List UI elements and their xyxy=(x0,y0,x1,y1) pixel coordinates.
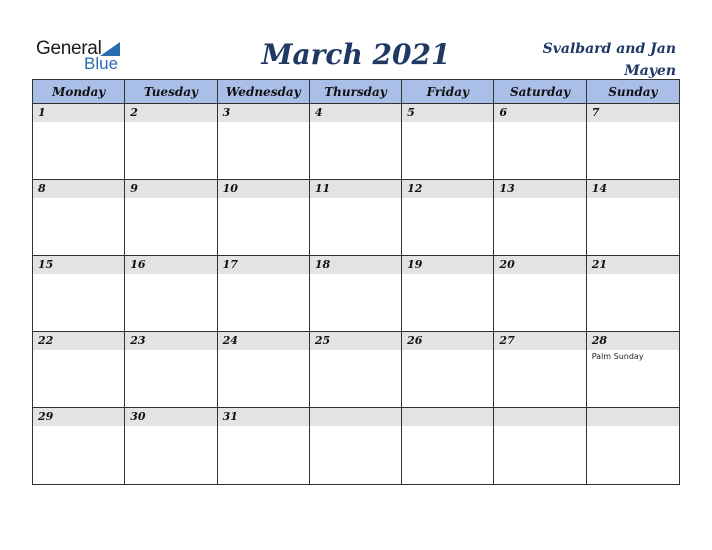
logo-text-blue: Blue xyxy=(84,54,119,73)
day-cell[interactable] xyxy=(125,408,217,484)
weekday-header: Sunday xyxy=(587,80,679,104)
day-number: 17 xyxy=(218,256,309,274)
day-number: 15 xyxy=(33,256,124,274)
day-number: 19 xyxy=(402,256,493,274)
day-number: 23 xyxy=(125,332,216,350)
day-cell[interactable] xyxy=(218,408,310,484)
day-cell[interactable] xyxy=(494,256,586,332)
day-number: 5 xyxy=(402,104,493,122)
day-number: 30 xyxy=(125,408,216,426)
day-cell[interactable] xyxy=(33,256,125,332)
day-number: 12 xyxy=(402,180,493,198)
day-cell[interactable] xyxy=(587,104,679,180)
day-cell[interactable] xyxy=(310,408,402,484)
day-number: 9 xyxy=(125,180,216,198)
holiday-label: Palm Sunday xyxy=(591,352,644,361)
day-cell[interactable] xyxy=(33,104,125,180)
day-cell[interactable] xyxy=(125,332,217,408)
day-number: 27 xyxy=(494,332,585,350)
day-cell[interactable] xyxy=(310,256,402,332)
day-cell[interactable] xyxy=(587,332,679,408)
weekday-header: Monday xyxy=(33,80,125,104)
day-number: 22 xyxy=(33,332,124,350)
day-cell[interactable] xyxy=(33,180,125,256)
day-number: 11 xyxy=(310,180,401,198)
day-number: 16 xyxy=(125,256,216,274)
day-number xyxy=(587,408,679,426)
day-cell[interactable] xyxy=(402,180,494,256)
day-number: 14 xyxy=(587,180,679,198)
day-number: 18 xyxy=(310,256,401,274)
day-number: 26 xyxy=(402,332,493,350)
weekday-header: Tuesday xyxy=(125,80,217,104)
day-cell[interactable] xyxy=(218,180,310,256)
day-number: 4 xyxy=(310,104,401,122)
day-cell[interactable] xyxy=(402,104,494,180)
day-number: 2 xyxy=(125,104,216,122)
day-cell[interactable] xyxy=(33,408,125,484)
day-cell[interactable] xyxy=(218,104,310,180)
day-number: 24 xyxy=(218,332,309,350)
logo-text-general: General xyxy=(36,38,102,59)
day-cell[interactable] xyxy=(218,332,310,408)
day-number xyxy=(402,408,493,426)
day-number: 25 xyxy=(310,332,401,350)
day-number: 29 xyxy=(33,408,124,426)
day-cell[interactable] xyxy=(310,104,402,180)
day-cell[interactable] xyxy=(494,408,586,484)
day-number: 7 xyxy=(587,104,679,122)
day-number: 8 xyxy=(33,180,124,198)
day-number: 21 xyxy=(587,256,679,274)
day-cell[interactable] xyxy=(310,332,402,408)
weekday-header: Thursday xyxy=(310,80,402,104)
day-cell[interactable] xyxy=(310,180,402,256)
day-cell[interactable] xyxy=(33,332,125,408)
region-label: Svalbard and Jan Mayen xyxy=(542,41,676,79)
day-number: 20 xyxy=(494,256,585,274)
day-cell[interactable] xyxy=(402,408,494,484)
day-number: 1 xyxy=(33,104,124,122)
day-number: 6 xyxy=(494,104,585,122)
day-cell[interactable] xyxy=(402,332,494,408)
day-number: 28 xyxy=(587,332,679,350)
day-cell[interactable] xyxy=(218,256,310,332)
calendar-grid xyxy=(32,79,680,485)
weekday-header: Friday xyxy=(402,80,494,104)
day-number: 31 xyxy=(218,408,309,426)
day-number xyxy=(494,408,585,426)
day-number: 3 xyxy=(218,104,309,122)
day-cell[interactable] xyxy=(125,256,217,332)
day-cell[interactable] xyxy=(125,180,217,256)
day-cell[interactable] xyxy=(587,408,679,484)
day-number: 10 xyxy=(218,180,309,198)
day-number: 13 xyxy=(494,180,585,198)
weekday-header: Saturday xyxy=(494,80,586,104)
day-cell[interactable] xyxy=(587,256,679,332)
day-cell[interactable] xyxy=(494,332,586,408)
day-cell[interactable] xyxy=(125,104,217,180)
day-cell[interactable] xyxy=(402,256,494,332)
day-number xyxy=(310,408,401,426)
day-cell[interactable] xyxy=(494,180,586,256)
calendar-title: March 2021 xyxy=(261,38,451,71)
day-cell[interactable] xyxy=(494,104,586,180)
weekday-header: Wednesday xyxy=(218,80,310,104)
day-cell[interactable] xyxy=(587,180,679,256)
